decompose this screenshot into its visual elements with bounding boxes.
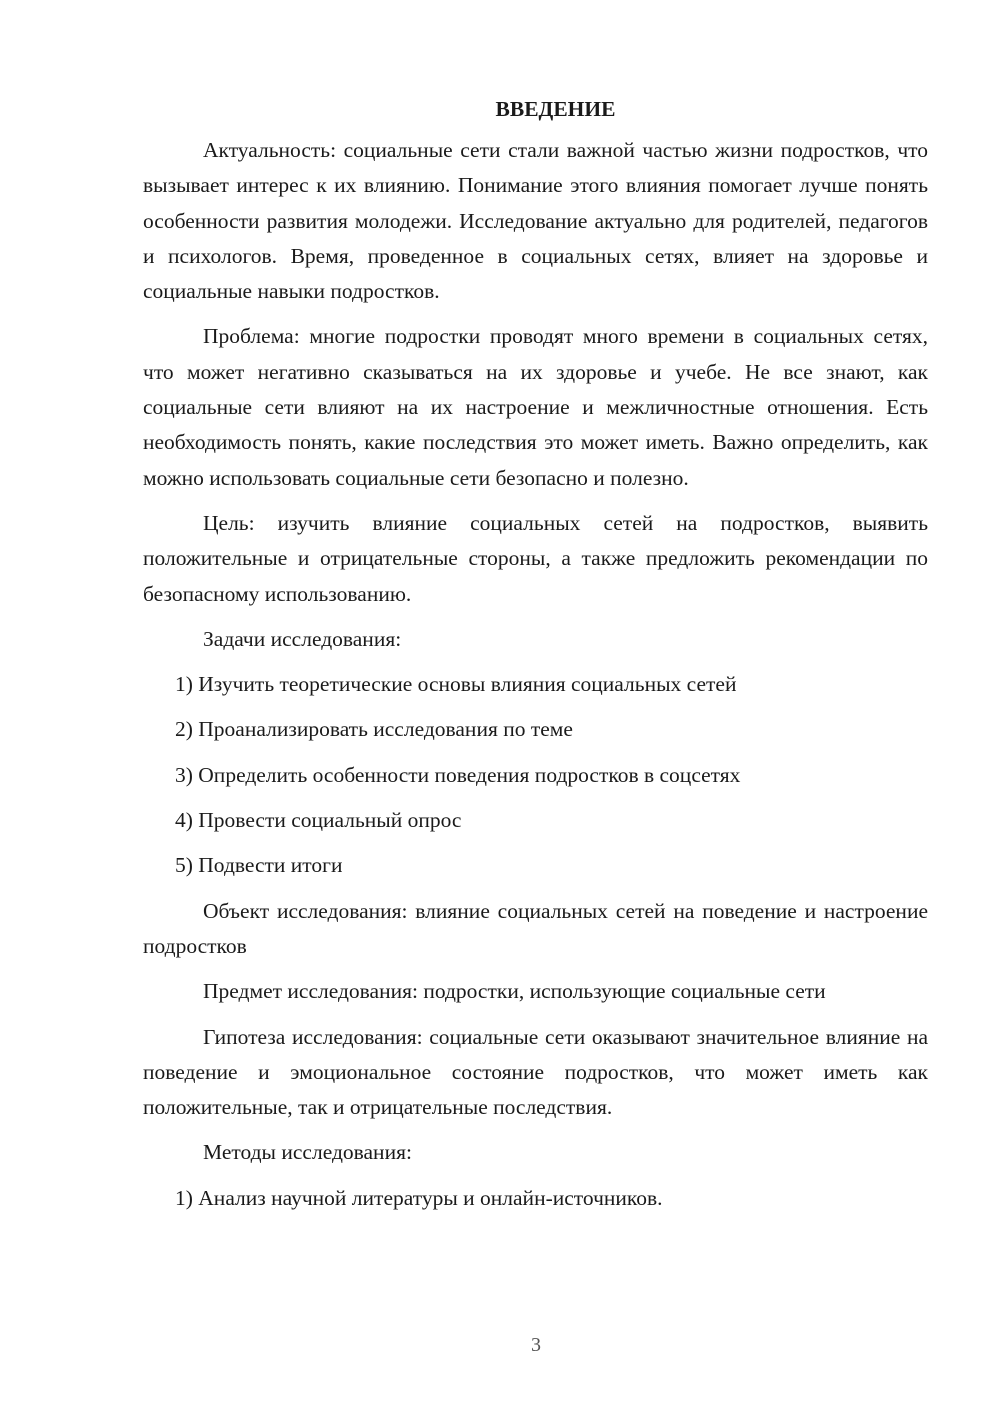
method-item-1: 1) Анализ научной литературы и онлайн-источников. [175,1185,663,1210]
page-title: ВВЕДЕНИЕ [495,97,616,121]
task-item-4: 4) Провести социальный опрос [175,808,462,833]
goal-paragraph: Цель: изучить влияние социальных сетей на подростков, выявить положительные и отрицательные стороны, а также предложить рекомендации по безопасному использованию. [143,510,928,606]
relevance-paragraph: Актуальность: социальные сети стали важной частью жизни подростков, что вызывает интерес к их влиянию. Понимание этого влияния помогает лучше понять особенности развития молодежи. Исследование актуально для родителей, педагогов и психологов. Время, проведенное в социальных сетях, влияет на здоровье и социальные навыки подростков. [143,138,928,304]
task-item-1: 1) Изучить теоретические основы влияния социальных сетей [175,672,737,697]
page-number: 3 [531,1334,541,1356]
problem-paragraph: Проблема: многие подростки проводят много времени в социальных сетях, что может негативно сказываться на их здоровье и учебе. Не все знают, как социальные сети влияют на их настроение и межличностные отношения. Есть необходимость понять, какие последствия это может иметь. Важно определить, как можно использовать социальные сети безопасно и полезно. [143,324,928,490]
document-page [143,92,928,1226]
subject-paragraph: Предмет исследования: подростки, использующие социальные сети [203,979,826,1004]
task-item-5: 5) Подвести итоги [175,853,343,878]
task-item-2: 2) Проанализировать исследования по теме [175,717,573,742]
hypothesis-paragraph: Гипотеза исследования: социальные сети оказывают значительное влияние на поведение и эмоциональное состояние подростков, что может иметь как положительные, так и отрицательные последствия. [143,1024,928,1120]
object-paragraph: Объект исследования: влияние социальных сетей на поведение и настроение подростков [143,898,928,958]
tasks-heading: Задачи исследования: [203,626,402,651]
task-item-3: 3) Определить особенности поведения подростков в соцсетях [175,762,741,787]
methods-heading: Методы исследования: [203,1140,412,1165]
